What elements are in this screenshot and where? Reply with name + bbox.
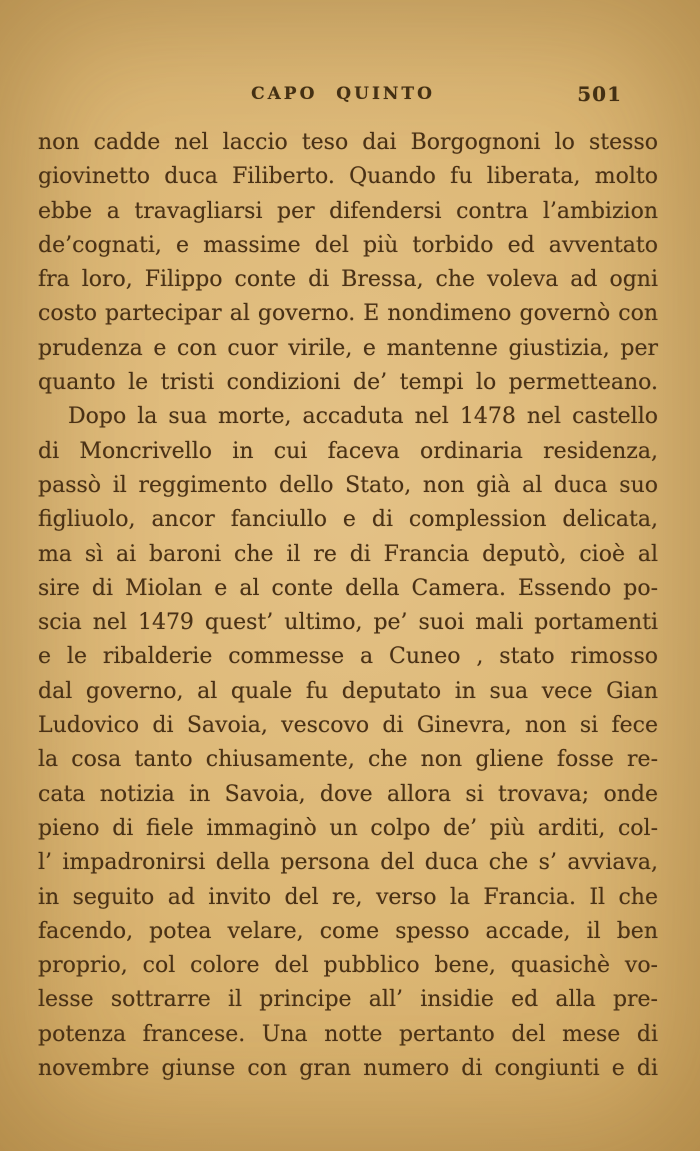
text-line: non cadde nel laccio teso dai Borgognoni lo stesso bbox=[38, 130, 658, 155]
text-line: potenza francese. Una notte pertanto del mese di bbox=[38, 1021, 658, 1047]
text-line: pieno di fiele immaginò un colpo de’ più arditi, col- bbox=[38, 815, 658, 841]
paragraph bbox=[38, 400, 658, 1086]
text-line: fra loro, Filippo conte di Bressa, che voleva ad ogni bbox=[38, 267, 658, 293]
text-line: proprio, col colore del pubblico bene, quasichè vo- bbox=[38, 953, 658, 979]
text-line: giovinetto duca Filiberto. Quando fu liberata, molto bbox=[38, 164, 658, 190]
text-line: in seguito ad invito del re, verso la Francia. Il che bbox=[38, 884, 658, 910]
text-line: costo partecipar al governo. E nondimeno governò con bbox=[38, 301, 658, 327]
text-line: l’ impadronirsi della persona del duca che s’ avviava, bbox=[38, 850, 658, 876]
text-line: Dopo la sua morte, accaduta nel 1478 nel castello bbox=[68, 404, 658, 430]
text-line: quanto le tristi condizioni de’ tempi lo permetteano. bbox=[38, 370, 658, 396]
text-line: dal governo, al quale fu deputato in sua vece Gian bbox=[38, 678, 658, 704]
running-header bbox=[0, 84, 700, 110]
text-line: lesse sottrarre il principe all’ insidie ed alla pre- bbox=[38, 987, 658, 1013]
paragraph bbox=[38, 126, 658, 400]
text-line: ebbe a travagliarsi per difendersi contra l’ambizion bbox=[38, 198, 658, 224]
text-line: facendo, potea velare, come spesso accade, il ben bbox=[38, 918, 658, 944]
text-line: di Moncrivello in cui faceva ordinaria residenza, bbox=[38, 438, 658, 464]
text-line: prudenza e con cuor virile, e mantenne giustizia, per bbox=[38, 335, 658, 361]
text-line: cata notizia in Savoia, dove allora si trovava; onde bbox=[38, 781, 658, 807]
text-line: la cosa tanto chiusamente, che non gliene fosse re- bbox=[38, 747, 658, 773]
text-line: ma sì ai baroni che il re di Francia deputò, cioè al bbox=[38, 541, 658, 567]
text-line: sire di Miolan e al conte della Camera. Essendo po- bbox=[38, 575, 658, 601]
text-line: novembre giunse con gran numero di congiunti e di bbox=[38, 1056, 658, 1082]
body-text bbox=[38, 126, 658, 1086]
text-line: Ludovico di Savoia, vescovo di Ginevra, non si fece bbox=[38, 713, 658, 739]
page-number: 501 bbox=[577, 82, 622, 106]
chapter-heading: CAPO QUINTO bbox=[251, 84, 435, 104]
text-line: scia nel 1479 quest’ ultimo, pe’ suoi mali portamenti bbox=[38, 610, 658, 636]
text-line: figliuolo, ancor fanciullo e di complession delicata, bbox=[38, 507, 658, 533]
text-line: de’cognati, e massime del più torbido ed avventato bbox=[38, 232, 658, 258]
text-line: e le ribalderie commesse a Cuneo , stato rimosso bbox=[38, 644, 658, 670]
text-line: passò il reggimento dello Stato, non già al duca suo bbox=[38, 472, 658, 498]
